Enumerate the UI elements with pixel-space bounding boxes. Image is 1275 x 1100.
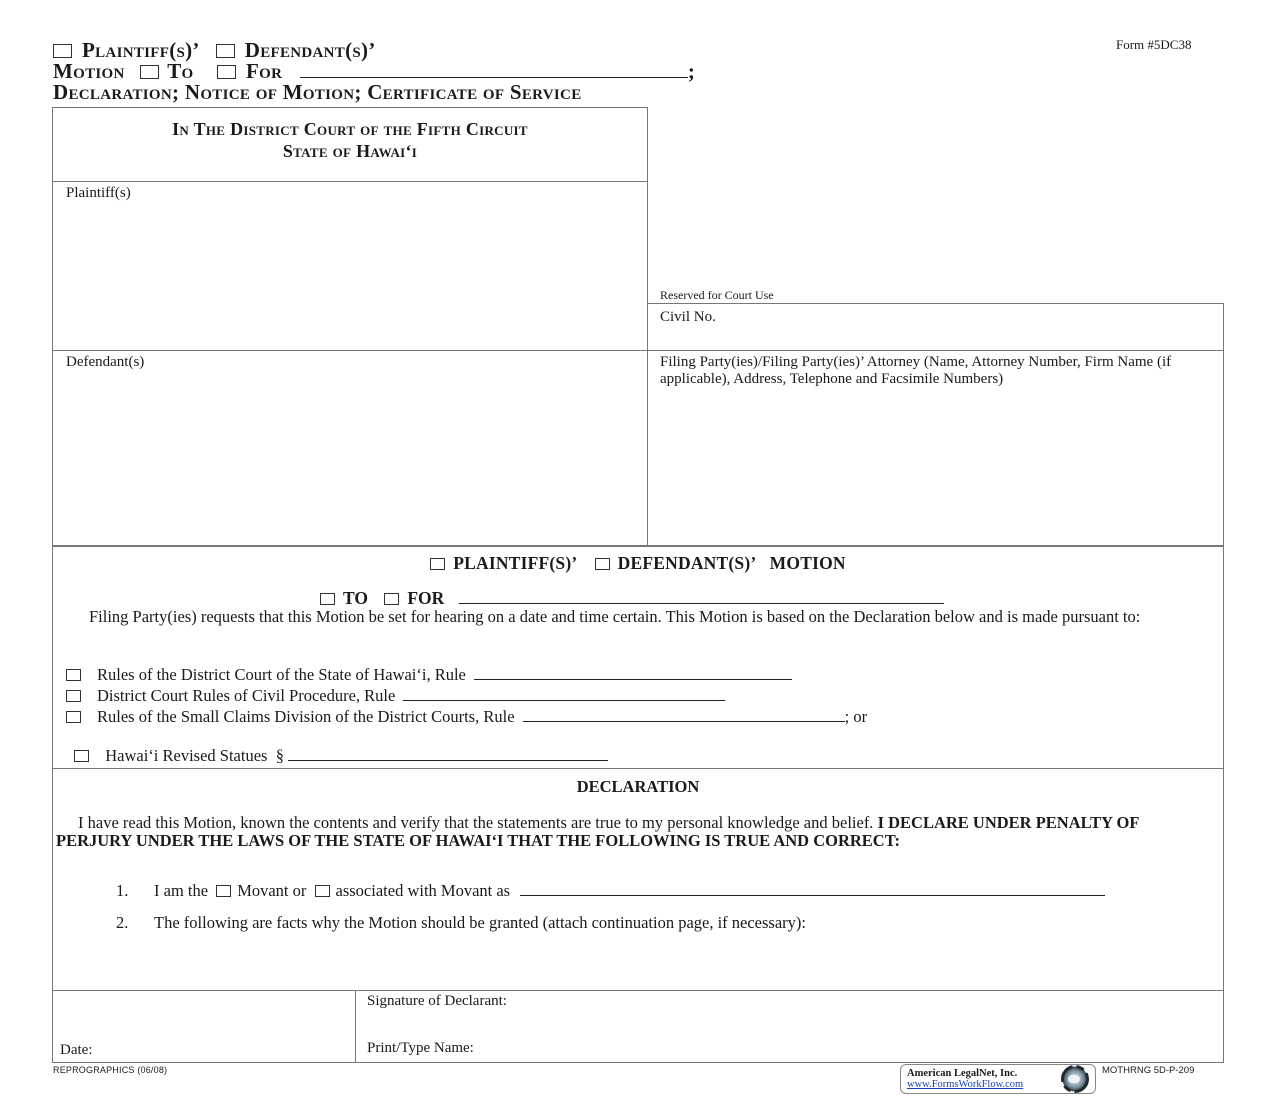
associated-as-field[interactable] (520, 881, 1105, 896)
motion-to-label: TO (343, 588, 368, 608)
defendants-field[interactable] (60, 375, 640, 540)
plaintiffs-checkbox[interactable] (53, 44, 72, 58)
rule-checkbox[interactable] (66, 690, 81, 702)
to-title-label: To (167, 59, 194, 83)
divider (52, 181, 648, 182)
plaintiffs-field[interactable] (60, 206, 640, 346)
rule-item (66, 686, 725, 705)
motion-defendants-checkbox[interactable] (595, 558, 610, 570)
motion-request-text: Filing Party(ies) requests that this Motion be set for hearing on a date and time certain. This Motion is based on the Declaration below and is made pursuant to: (89, 607, 1141, 626)
divider (52, 350, 648, 351)
publisher-badge[interactable] (900, 1064, 1096, 1094)
declaration-intro-bold: CORRECT: (813, 831, 900, 850)
rule-field[interactable] (474, 665, 792, 680)
motion-to-checkbox[interactable] (320, 593, 335, 605)
item-number: 2. (116, 913, 129, 932)
rule-suffix: ; or (844, 707, 868, 726)
filing-party-field[interactable] (656, 410, 1216, 540)
civil-no-field[interactable] (740, 307, 1210, 345)
declaration-intro (56, 814, 1216, 850)
reprographics-label: REPROGRAPHICS (06/08) (53, 1065, 168, 1075)
date-field[interactable] (105, 1000, 345, 1058)
court-heading (52, 118, 648, 162)
declaration-intro-bold: UNDER PENALTY OF PERJURY UNDER THE LAWS OF THE STATE OF HAWAI‘I THAT THE FOLLOWING IS TRUE AND (56, 813, 1139, 850)
publisher-name: American LegalNet, Inc. (907, 1068, 1018, 1079)
rule-item (66, 665, 792, 684)
motion-plaintiffs-label: PLAINTIFF(S)’ (453, 553, 577, 573)
declaration-item-2 (116, 914, 806, 932)
court-heading-line-1: In The District Court of the Fifth Circuit (172, 119, 528, 139)
item-prefix: I am the (154, 881, 209, 900)
item-number: 1. (116, 881, 129, 900)
globe-logo-icon (1059, 1065, 1091, 1093)
for-title-label: For (246, 59, 283, 83)
court-heading-line-2: State of Hawai‘i (282, 141, 418, 161)
declaration-intro-plain: I have read this Motion, known the contents and verify that the statements are true to my personal knowledge and belief. (78, 813, 874, 832)
civil-no-label: Civil No. (660, 309, 716, 325)
divider (52, 768, 1224, 769)
rule-item (66, 728, 608, 765)
motion-plaintiffs-checkbox[interactable] (430, 558, 445, 570)
signature-field[interactable] (560, 994, 1210, 1022)
form-number: Form #5DC38 (1116, 37, 1192, 52)
motion-for-field[interactable] (459, 588, 944, 604)
rule-field[interactable] (523, 707, 845, 722)
for-title-field[interactable] (300, 61, 688, 78)
motion-for-label: FOR (407, 588, 445, 608)
for-checkbox[interactable] (217, 65, 236, 79)
rule-label: Rules of the District Court of the State of Hawai‘i, Rule (97, 665, 466, 684)
title-line-1 (53, 40, 376, 61)
publisher-url[interactable]: www.FormsWorkFlow.com (907, 1079, 1024, 1090)
to-checkbox[interactable] (140, 65, 159, 79)
motion-title-label: Motion (53, 59, 125, 83)
form-code: MOTHRNG 5D-P-209 (1102, 1065, 1195, 1076)
defendants-checkbox[interactable] (216, 44, 235, 58)
rule-field[interactable] (403, 686, 725, 701)
defendants-title-label: Defendant(s)’ (244, 38, 376, 62)
divider (52, 990, 1224, 991)
declaration-heading: DECLARATION (576, 777, 700, 796)
rule-label: District Court Rules of Civil Procedure, Rule (97, 686, 396, 705)
title-line-2 (53, 61, 695, 82)
declaration-intro-bold: I DECLARE (877, 813, 969, 832)
date-label: Date: (60, 1042, 93, 1058)
facts-field[interactable] (150, 936, 1210, 986)
associated-checkbox[interactable] (315, 885, 330, 897)
divider (647, 350, 1224, 351)
item-text: The following are facts why the Motion should be granted (attach continuation page, if necessary): (154, 913, 806, 932)
movant-label: Movant or (237, 881, 307, 900)
plaintiffs-title-label: Plaintiff(s)’ (82, 38, 199, 62)
motion-to-for-line (320, 588, 944, 609)
title-line-3: Declaration; Notice of Motion; Certificate of Service (53, 80, 582, 104)
motion-defendants-label: DEFENDANT(S)’ (617, 553, 756, 573)
declaration-item-1 (116, 881, 1105, 900)
print-name-label: Print/Type Name: (367, 1040, 474, 1056)
plaintiffs-label: Plaintiff(s) (66, 185, 131, 201)
signature-label: Signature of Declarant: (367, 993, 507, 1009)
associated-label: associated with Movant as (335, 881, 511, 900)
reserved-for-court-use-label: Reserved for Court Use (660, 288, 774, 302)
rule-checkbox[interactable] (66, 669, 81, 681)
rule-label: Rules of the Small Claims Division of the District Courts, Rule (97, 707, 515, 726)
divider (355, 990, 356, 1062)
rule-label: Hawai‘i Revised Statues § (105, 746, 284, 765)
rule-item (66, 707, 867, 726)
movant-checkbox[interactable] (216, 885, 231, 897)
motion-for-checkbox[interactable] (384, 593, 399, 605)
rule-checkbox[interactable] (66, 711, 81, 723)
rule-field[interactable] (288, 746, 608, 761)
filing-party-label: Filing Party(ies)/Filing Party(ies)’ Attorney (Name, Attorney Number, Firm Name (if applicable), Address, Telephone and Facsimile Numbers) (660, 354, 1172, 387)
motion-heading (52, 553, 1224, 574)
title-semicolon: ; (687, 59, 696, 83)
motion-label: MOTION (769, 553, 846, 573)
rule-checkbox[interactable] (74, 750, 89, 762)
print-name-field[interactable] (520, 1032, 1210, 1060)
defendants-label: Defendant(s) (66, 354, 145, 370)
